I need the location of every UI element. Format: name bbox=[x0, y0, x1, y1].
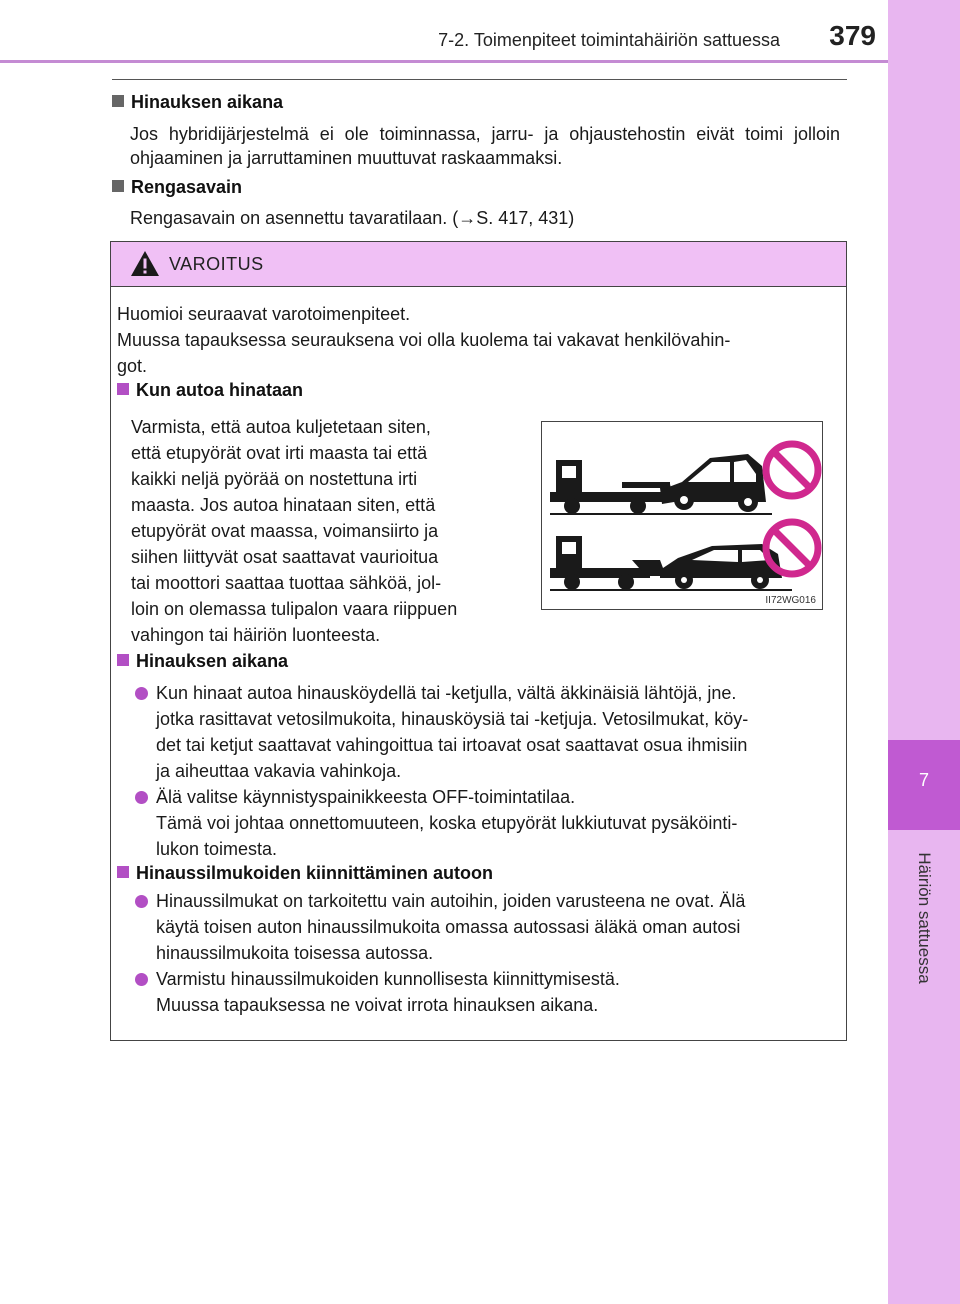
divider bbox=[112, 79, 847, 80]
warning-section-heading bbox=[117, 651, 288, 672]
square-bullet-icon bbox=[117, 654, 129, 666]
warning-section-heading bbox=[117, 863, 493, 884]
warning-section-heading-text: Hinauksen aikana bbox=[136, 651, 289, 671]
prohibition-icon bbox=[766, 522, 818, 574]
towing-illustration bbox=[541, 421, 823, 610]
bullet-text: Älä valitse käynnistyspainikkeesta OFF-toimintatilaa. Tämä voi johtaa onnettomuuteen, koska etupyörät lukkiutuvat pysäköinti- lukon toimesta. bbox=[156, 787, 738, 859]
paragraph: Rengasavain on asennettu tavaratilaan. (→S. 417, 431) bbox=[130, 208, 575, 228]
square-bullet-icon bbox=[112, 180, 124, 192]
chapter-side-tab bbox=[888, 0, 960, 1304]
section-heading bbox=[112, 92, 283, 113]
bullet-text: Kun hinaat autoa hinausköydellä tai -ketjulla, vältä äkkinäisiä lähtöjä, jne. jotka rasittavat vetosilmukoita, hinausköysiä tai -ketjuja. Vetosilmukat, köy- det tai ketjut saattavat vahingoittua tai irtoavat osat saattavat osua ihmisiin ja aiheuttaa vakavia vahinkoja. bbox=[156, 683, 749, 781]
prohibition-icon bbox=[766, 444, 818, 496]
section-heading-text: Hinauksen aikana bbox=[131, 92, 284, 112]
chapter-title: Häiriön sattuessa bbox=[915, 852, 934, 984]
warning-title: VAROITUS bbox=[169, 254, 264, 274]
square-bullet-icon bbox=[112, 95, 124, 107]
warning-intro: Huomioi seuraavat varotoimenpiteet. Muussa tapauksessa seurauksena voi olla kuolema tai vakavat henkilövahin- got. bbox=[117, 304, 731, 376]
chapter-number: 7 bbox=[918, 770, 929, 790]
round-bullet-icon bbox=[135, 791, 148, 804]
round-bullet-icon bbox=[135, 895, 148, 908]
bullet-text: Varmistu hinaussilmukoiden kunnollisesta kiinnittymisestä. Muussa tapauksessa ne voivat irrota hinauksen aikana. bbox=[156, 969, 620, 1015]
tow-truck-illustration bbox=[542, 422, 822, 592]
round-bullet-icon bbox=[135, 973, 148, 986]
warning-section-heading bbox=[117, 380, 303, 401]
square-bullet-icon bbox=[117, 866, 129, 878]
warning-section-heading-text: Kun autoa hinataan bbox=[136, 380, 304, 400]
warning-triangle-icon bbox=[130, 250, 160, 277]
round-bullet-icon bbox=[135, 687, 148, 700]
section-heading bbox=[112, 177, 242, 198]
bullet-text: Hinaussilmukat on tarkoitettu vain autoihin, joiden varusteena ne ovat. Älä käytä toisen auton hinaussilmukoita omassa autossasi äläkä oman autosi hinaussilmukoita toisessa autossa. bbox=[156, 891, 746, 963]
square-bullet-icon bbox=[117, 383, 129, 395]
warning-section-heading-text: Hinaussilmukoiden kiinnittäminen autoon bbox=[136, 863, 494, 883]
towing-paragraph: Varmista, että autoa kuljetetaan siten, että etupyörät ovat irti maasta tai että kaikki neljä pyörää on nostettuna irti maasta. Jos autoa hinataan siten, että etupyörät ovat maassa, voimansiirto ja siihen liittyvät osat saattavat vaurioitua tai moottori saattaa tuottaa sähköä, jol- loin on olemassa tulipalon vaara riippuen vahingon tai häiriön luonteesta. bbox=[131, 417, 458, 645]
section-heading-text: Rengasavain bbox=[131, 177, 243, 197]
header-section-title: 7-2. Toimenpiteet toimintahäiriön sattuessa bbox=[438, 30, 780, 50]
page-header bbox=[0, 0, 888, 60]
header-rule bbox=[0, 60, 888, 63]
page-number: 379 bbox=[829, 20, 876, 51]
paragraph: Jos hybridijärjestelmä ei ole toiminnassa, jarru- ja ohjaustehostin eivät toimi jolloin ohjaaminen ja jarruttaminen muuttuvat raskaammaksi. bbox=[130, 124, 840, 168]
illustration-code: II72WG016 bbox=[765, 595, 816, 606]
warning-header bbox=[111, 242, 846, 287]
